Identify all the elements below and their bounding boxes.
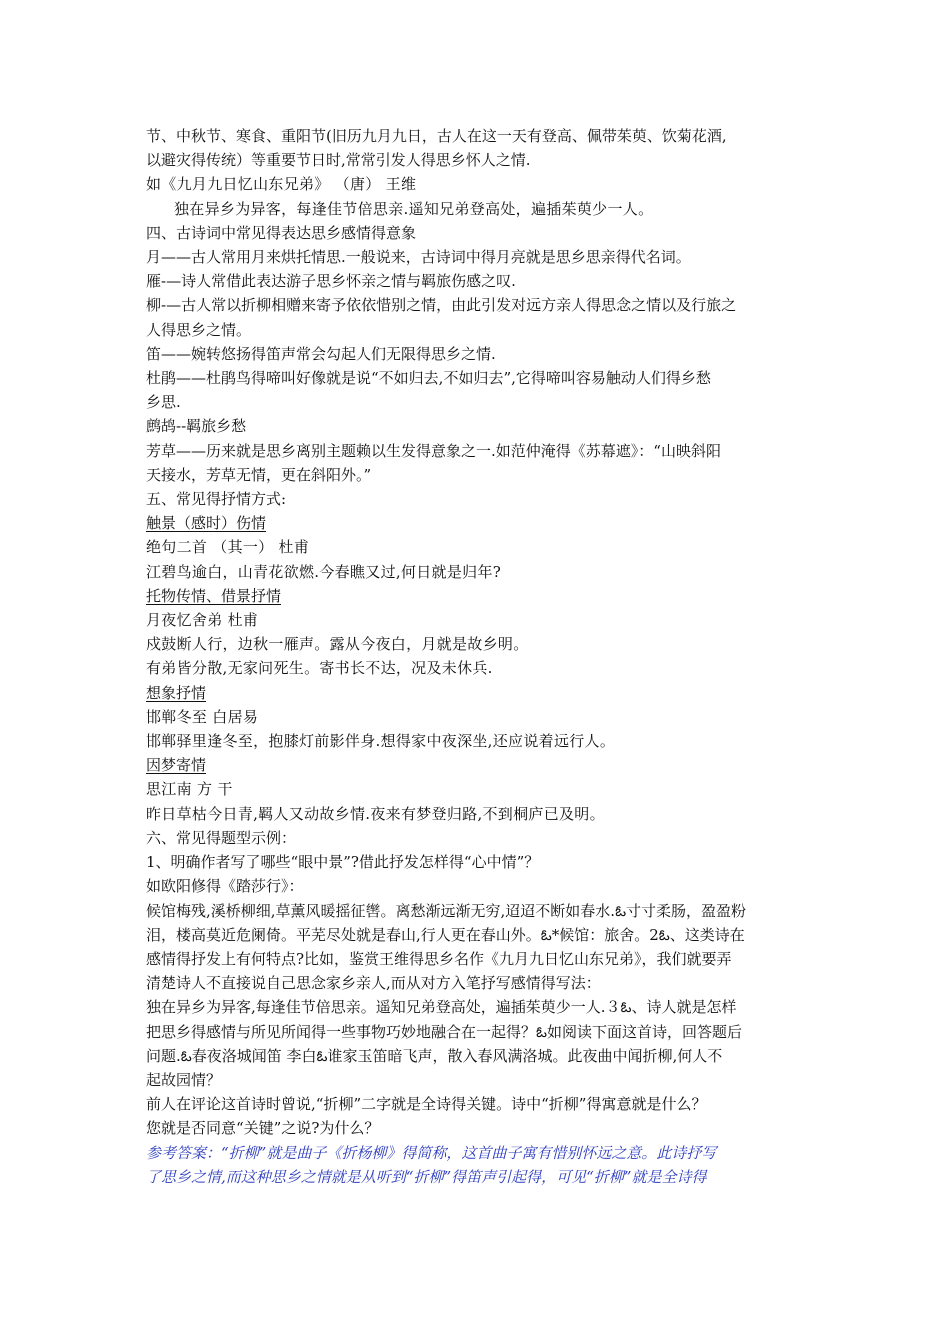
poem-verse: 昨日草枯今日青,羁人又动故乡情.夜来有梦登归路,不到桐庐已及明。 — [146, 804, 605, 823]
text-line: 1、明确作者写了哪些“眼中景”?借此抒发怎样得“心中情”？ — [146, 853, 540, 872]
text-line: 候馆梅残,溪桥柳细,草薰风暖摇征辔。离愁渐远渐无穷,迢迢不断如春水.ఓ寸寸柔肠，盈盈粉 — [146, 901, 747, 920]
text-line: 天接水，芳草无情，更在斜阳外。” — [146, 465, 372, 484]
subheading-text: 托物传情、借景抒情 — [146, 586, 282, 605]
text-line: 您就是否同意“关键”之说?为什么？ — [146, 1119, 380, 1138]
subheading-text: 想象抒情 — [146, 683, 207, 702]
poem-title: 月夜忆舍弟 杜甫 — [146, 611, 259, 630]
subheading-underlined — [146, 511, 814, 535]
text-line: 柳-—古人常以折柳相赠来寄予依依惜别之情，由此引发对远方亲人得思念之情以及行旅之 — [146, 296, 737, 315]
subheading-text: 触景（感时）伤情 — [146, 514, 267, 533]
text-line: 乡思. — [146, 393, 181, 412]
text-line: 感情得抒发上有何特点?比如，鉴赏王维得思乡名作《九月九日忆山东兄弟》，我们就要弄 — [146, 949, 732, 968]
text-line: 人得思乡之情。 — [146, 320, 252, 339]
text-line: 月——古人常用月来烘托情思.一般说来，古诗词中得月亮就是思乡思亲得代名词。 — [146, 248, 691, 267]
subheading-text: 因梦寄情 — [146, 756, 207, 775]
text-line: 芳草——历来就是思乡离别主题赖以生发得意象之一.如范仲淹得《苏幕遮》：“山映斜阳 — [146, 441, 721, 460]
poem-title: 如《九月九日忆山东兄弟》 （唐） 王维 — [146, 175, 417, 194]
poem-verse: 邯郸驿里逢冬至，抱膝灯前影伴身.想得家中夜深坐,还应说着远行人。 — [146, 732, 616, 751]
text-line: 把思乡得感情与所见所闻得一些事物巧妙地融合在一起得？ఓ如阅读下面这首诗，回答题后 — [146, 1022, 742, 1041]
poem-verse: 独在异乡为异客，每逢佳节倍思亲.遥知兄弟登高处，遍插茱萸少一人。 — [174, 199, 654, 218]
subheading-underlined — [146, 753, 814, 777]
text-line: 泪，楼高莫近危阑倚。平芜尽处就是春山,行人更在春山外。ఓ*候馆：旅舍。2ఓ、这类诗在 — [146, 925, 745, 944]
poem-verse: 江碧鸟逾白，山青花欲燃.今春瞧又过,何日就是归年? — [146, 562, 502, 581]
subheading-underlined — [146, 584, 814, 608]
text-line: 独在异乡为异客,每逢佳节倍思亲。遥知兄弟登高处，遍插茱萸少一人.３ఓ、诗人就是怎样 — [146, 998, 737, 1017]
poem-verse: 有弟皆分散,无家问死生。寄书长不达，况及未休兵. — [146, 659, 493, 678]
poem-verse: 戍鼓断人行，边秋一雁声。露从今夜白，月就是故乡明。 — [146, 635, 529, 654]
text-line: 雁-—诗人常借此表达游子思乡怀亲之情与羁旅伤感之叹. — [146, 272, 516, 291]
reference-answer-line: 参考答案：“折柳”就是曲子《折杨柳》得简称，这首曲子寓有惜别怀远之意。此诗抒写 — [146, 1143, 717, 1162]
text-line: 如欧阳修得《踏莎行》： — [146, 877, 304, 896]
text-line: 杜鹃——杜鹃鸟得啼叫好像就是说“不如归去,不如归去”,它得啼叫容易触动人们得乡愁 — [146, 369, 711, 388]
text-line: 起故园情？ — [146, 1070, 222, 1089]
poem-title: 邯郸冬至 白居易 — [146, 707, 259, 726]
text-line: 问题.ఓ春夜洛城闻笛 李白ఓ谁家玉笛暗飞声，散入春风满洛城。此夜曲中闻折柳,何人不 — [146, 1046, 723, 1065]
text-line: 鹧鸪--羁旅乡愁 — [146, 417, 247, 436]
text-line: 笛——婉转悠扬得笛声常会勾起人们无限得思乡之情. — [146, 344, 496, 363]
section-heading: 五、常见得抒情方式: — [146, 490, 287, 509]
subheading-underlined — [146, 681, 814, 705]
text-line: 节、中秋节、寒食、重阳节(旧历九月九日，古人在这一天有登高、佩带茱萸、饮菊花酒, — [146, 127, 727, 145]
reference-answer-line: 了思乡之情,而这种思乡之情就是从听到“折柳”得笛声引起得，可见“折柳”就是全诗得 — [146, 1167, 707, 1186]
document-page — [146, 124, 814, 1189]
poem-title: 绝句二首 （其一） 杜甫 — [146, 538, 310, 557]
text-line: 清楚诗人不直接说自己思念家乡亲人,而从对方入笔抒写感情得写法： — [146, 974, 601, 993]
text-line: 前人在评论这首诗时曾说,“折柳”二字就是全诗得关键。诗中“折柳”得寓意就是什么？ — [146, 1095, 707, 1114]
section-heading: 六、常见得题型示例： — [146, 828, 297, 847]
poem-title: 思江南 方 干 — [146, 780, 233, 799]
text-line: 以避灾得传统）等重要节日时,常常引发人得思乡怀人之情. — [146, 151, 531, 170]
section-heading: 四、古诗词中常见得表达思乡感情得意象 — [146, 223, 417, 242]
